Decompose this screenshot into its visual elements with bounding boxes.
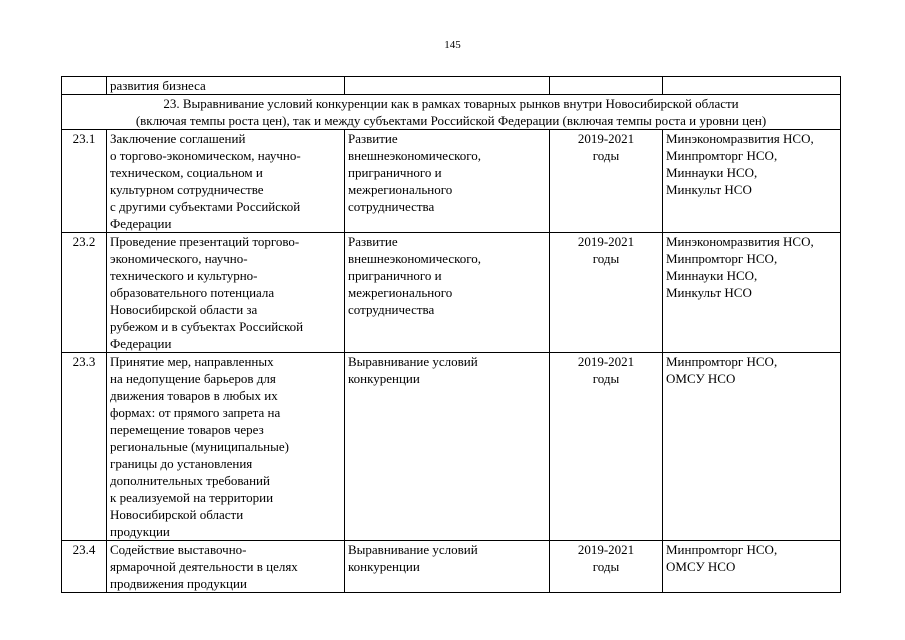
table-row <box>62 130 841 233</box>
direction-line: сотрудничества <box>348 302 435 317</box>
executor-line: ОМСУ НСО <box>666 371 736 386</box>
executors-cell <box>663 353 841 541</box>
section-header-line: (включая темпы роста цен), так и между субъектами Российской Федерации (включая темпы роста и уровни цен) <box>135 113 767 128</box>
direction-line: Развитие <box>348 234 398 249</box>
direction-line: приграничного и <box>348 268 442 283</box>
table-row <box>62 353 841 541</box>
period-line: 2019-2021 <box>577 354 635 369</box>
executors-cell <box>663 541 841 593</box>
cell-executors <box>663 77 841 95</box>
executors-cell <box>663 130 841 233</box>
direction-line: Выравнивание условий <box>348 542 478 557</box>
event-line: дополнительных требований <box>110 473 270 488</box>
table-row <box>62 233 841 353</box>
event-line: культурном сотрудничестве <box>110 182 264 197</box>
event-cell <box>107 233 345 353</box>
cell-period <box>550 77 663 95</box>
row-number: 23.4 <box>62 541 107 593</box>
direction-cell <box>345 233 550 353</box>
event-line: перемещение товаров через <box>110 422 264 437</box>
row-number: 23.3 <box>62 353 107 541</box>
event-line: Проведение презентаций торгово- <box>110 234 300 249</box>
row-number: 23.1 <box>62 130 107 233</box>
event-line: Новосибирской области за <box>110 302 258 317</box>
event-line: Новосибирской области <box>110 507 244 522</box>
event-line: Федерации <box>110 336 172 351</box>
period-line: 2019-2021 <box>577 542 635 557</box>
event-line: формах: от прямого запрета на <box>110 405 281 420</box>
executor-line: Минпромторг НСО, <box>666 148 778 163</box>
direction-cell <box>345 541 550 593</box>
executor-line: ОМСУ НСО <box>666 559 736 574</box>
executor-line: Минпромторг НСО, <box>666 251 778 266</box>
event-line: экономического, научно- <box>110 251 248 266</box>
event-line: региональные (муниципальные) <box>110 439 289 454</box>
period-cell <box>550 130 663 233</box>
section-header-row <box>62 95 841 130</box>
section-header-line: 23. Выравнивание условий конкуренции как в рамках товарных рынков внутри Новосибирской области <box>163 96 739 111</box>
event-line: движения товаров в любых их <box>110 388 278 403</box>
executor-line: Минкульт НСО <box>666 285 752 300</box>
direction-line: конкуренции <box>348 371 420 386</box>
cell-num <box>62 77 107 95</box>
period-cell <box>550 353 663 541</box>
cell-event: развития бизнеса <box>107 77 345 95</box>
period-line: годы <box>592 371 620 386</box>
event-line: продукции <box>110 524 170 539</box>
direction-cell <box>345 353 550 541</box>
event-line: к реализуемой на территории <box>110 490 274 505</box>
executor-line: Миннауки НСО, <box>666 268 758 283</box>
executors-cell <box>663 233 841 353</box>
table-row <box>62 541 841 593</box>
executor-line: Минэкономразвития НСО, <box>666 234 814 249</box>
event-cell <box>107 130 345 233</box>
period-line: годы <box>592 559 620 574</box>
period-cell <box>550 541 663 593</box>
event-line: на недопущение барьеров для <box>110 371 276 386</box>
period-line: годы <box>592 148 620 163</box>
period-line: 2019-2021 <box>577 234 635 249</box>
direction-line: Выравнивание условий <box>348 354 478 369</box>
executor-line: Минпромторг НСО, <box>666 354 778 369</box>
event-line: технического и культурно- <box>110 268 258 283</box>
event-line: о торгово-экономическом, научно- <box>110 148 301 163</box>
event-line: ярмарочной деятельности в целях <box>110 559 298 574</box>
event-cell <box>107 541 345 593</box>
row-number: 23.2 <box>62 233 107 353</box>
event-line: с другими субъектами Российской <box>110 199 301 214</box>
cell-direction <box>345 77 550 95</box>
period-line: 2019-2021 <box>577 131 635 146</box>
direction-line: внешнеэкономического, <box>348 148 482 163</box>
period-cell <box>550 233 663 353</box>
period-line: годы <box>592 251 620 266</box>
event-line: Принятие мер, направленных <box>110 354 274 369</box>
event-cell <box>107 353 345 541</box>
page-number: 145 <box>444 39 461 51</box>
executor-line: Минэкономразвития НСО, <box>666 131 814 146</box>
event-line: рубежом и в субъектах Российской <box>110 319 304 334</box>
direction-line: приграничного и <box>348 165 442 180</box>
direction-line: сотрудничества <box>348 199 435 214</box>
executor-line: Минпромторг НСО, <box>666 542 778 557</box>
executor-line: Минкульт НСО <box>666 182 752 197</box>
event-line: Содействие выставочно- <box>110 542 247 557</box>
direction-line: межрегионального <box>348 182 453 197</box>
event-line: продвижения продукции <box>110 576 247 591</box>
direction-line: межрегионального <box>348 285 453 300</box>
event-line: Федерации <box>110 216 172 231</box>
event-line: образовательного потенциала <box>110 285 275 300</box>
section-header <box>62 95 841 130</box>
table-row-continuation <box>62 77 841 95</box>
direction-cell <box>345 130 550 233</box>
event-line: границы до установления <box>110 456 253 471</box>
direction-line: внешнеэкономического, <box>348 251 482 266</box>
event-line: Заключение соглашений <box>110 131 246 146</box>
direction-line: конкуренции <box>348 559 420 574</box>
measures-table <box>61 76 841 593</box>
executor-line: Миннауки НСО, <box>666 165 758 180</box>
direction-line: Развитие <box>348 131 398 146</box>
event-line: техническом, социальном и <box>110 165 263 180</box>
